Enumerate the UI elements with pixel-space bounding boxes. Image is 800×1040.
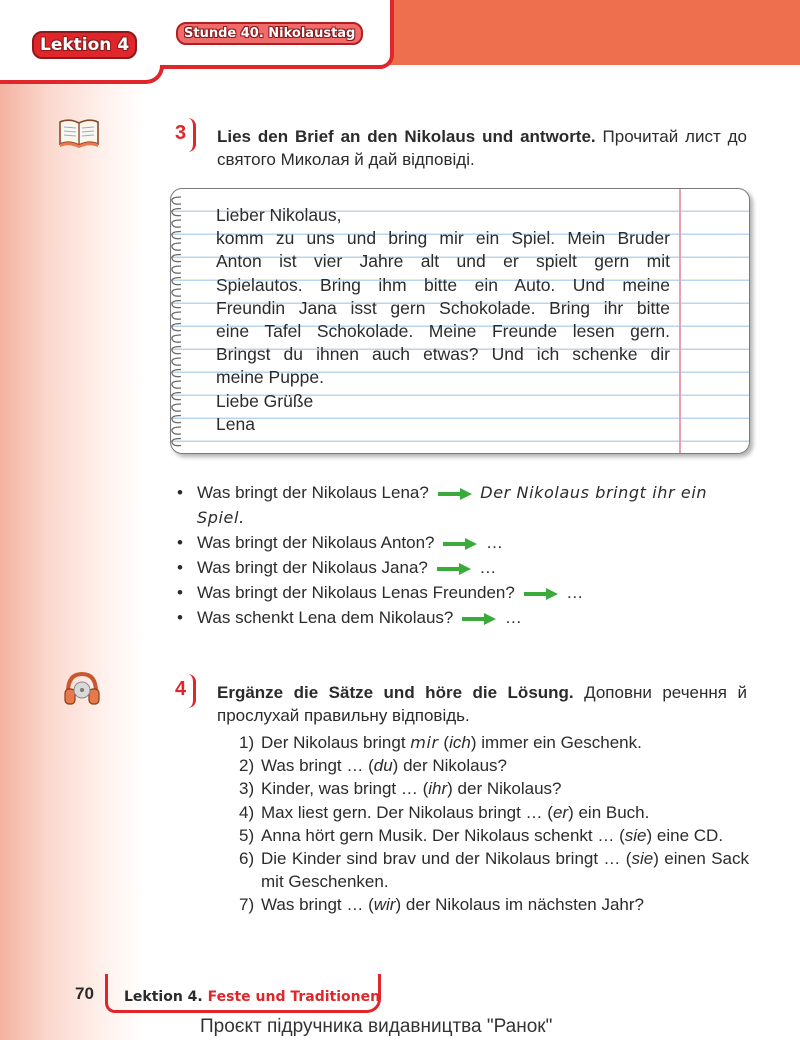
pronoun-hint: sie bbox=[624, 825, 647, 845]
sentence-number: 6) bbox=[239, 849, 255, 869]
sentence-list bbox=[241, 731, 749, 917]
letter-line: Lieber Nikolaus, bbox=[216, 205, 342, 225]
sentence-number: 2) bbox=[239, 756, 255, 776]
question-item bbox=[175, 605, 745, 630]
green-arrow-icon bbox=[462, 613, 496, 625]
question-text: Was schenkt Lena dem Nikolaus? bbox=[197, 608, 454, 627]
unit-label: Lektion 4 bbox=[32, 31, 137, 59]
exercise-3-instruction-ua: Прочитай лист до святого Миколая й дай відповіді. bbox=[217, 127, 747, 169]
sentence-number: 4) bbox=[239, 802, 255, 822]
sentence-text: Was bringt … bbox=[261, 895, 369, 915]
sentence-text: Der Nikolaus bringt bbox=[261, 733, 411, 752]
letter-line: Bringst du ihnen auch etwas? Und ich schenke dir bbox=[216, 344, 670, 365]
sentence-text: eine CD. bbox=[652, 825, 724, 845]
green-arrow-icon bbox=[438, 488, 472, 500]
sentence-item: 5) Anna hört gern Musik. Der Nikolaus schenkt … (sie) eine CD. bbox=[241, 824, 749, 847]
sentence-text: der Nikolaus? bbox=[398, 756, 508, 776]
pronoun-hint: ich bbox=[449, 733, 471, 752]
headphones-icon bbox=[62, 668, 102, 708]
sentence-number: 1) bbox=[239, 733, 255, 752]
sentence-text: Kinder, was bringt … bbox=[261, 779, 423, 799]
pronoun-hint: er bbox=[552, 802, 569, 822]
green-arrow-icon bbox=[437, 563, 471, 575]
letter-margin-line bbox=[679, 189, 681, 453]
sentence-item: 4) Max liest gern. Der Nikolaus bringt … (er) ein Buch. bbox=[241, 801, 749, 824]
letter-line: Spielautos. Bring ihm bitte ein Auto. Und meine bbox=[216, 274, 670, 295]
pronoun-hint: ihr bbox=[428, 779, 448, 799]
letter-line: meine Puppe. bbox=[216, 367, 324, 388]
exercise-3-number: 3 bbox=[175, 122, 187, 144]
sentence-text: ein Buch. bbox=[573, 802, 650, 822]
letter-line: Lena bbox=[216, 413, 255, 434]
footer-unit: Lektion 4. bbox=[124, 989, 203, 1005]
question-item bbox=[175, 555, 745, 580]
sentence-number: 3) bbox=[239, 779, 255, 799]
answer-placeholder: … bbox=[485, 533, 503, 552]
notebook-spiral bbox=[169, 193, 185, 449]
footer-topic: Feste und Traditionen bbox=[207, 989, 381, 1005]
open-book-icon bbox=[58, 116, 100, 148]
publisher-credit: Проєкт підручника видавництва "Ранок" bbox=[200, 1016, 553, 1037]
sentence-text: der Nikolaus? bbox=[452, 779, 562, 799]
sentence-text: Max liest gern. Der Nikolaus bringt … bbox=[261, 802, 548, 822]
sentence-item: 7) Was bringt … (wir) der Nikolaus im nächsten Jahr? bbox=[241, 893, 749, 916]
question-text: Was bringt der Nikolaus Lena? bbox=[197, 483, 429, 502]
sentence-number: 7) bbox=[239, 895, 255, 915]
exercise-3-instruction bbox=[217, 125, 747, 171]
lesson-label: Stunde 40. Nikolaustag bbox=[176, 22, 363, 45]
exercise-4-number: 4 bbox=[175, 678, 187, 700]
exercise-4-instruction-de: Ergänze die Sätze und höre die Lösung. bbox=[217, 683, 574, 702]
question-item bbox=[175, 530, 745, 555]
filled-pronoun: mir bbox=[410, 733, 439, 752]
green-arrow-icon bbox=[524, 588, 558, 600]
sentence-item: 3) Kinder, was bringt … (ihr) der Nikolaus? bbox=[241, 777, 749, 800]
question-text: Was bringt der Nikolaus Anton? bbox=[197, 533, 435, 552]
page-number: 70 bbox=[75, 984, 94, 1003]
pronoun-hint: du bbox=[373, 756, 393, 776]
letter-line: Freundin Jana isst gern Schokolade. Bring ihr bitte bbox=[216, 297, 670, 318]
question-text: Was bringt der Nikolaus Jana? bbox=[197, 558, 428, 577]
green-arrow-icon bbox=[443, 538, 477, 550]
letter-line: komm zu uns und bring mir ein Spiel. Mein Bruder bbox=[216, 228, 670, 249]
letter-text bbox=[216, 204, 670, 436]
pronoun-hint: sie bbox=[631, 849, 654, 869]
sentence-item: 1) Der Nikolaus bringt mir (ich) immer ein Geschenk. bbox=[241, 731, 749, 754]
exercise-3-instruction-de: Lies den Brief an den Nikolaus und antworte. bbox=[217, 127, 596, 146]
sentence-number: 5) bbox=[239, 825, 255, 845]
letter-line: Anton ist vier Jahre alt und er spielt gern mit bbox=[216, 251, 670, 272]
sentence-text: Anna hört gern Musik. Der Nikolaus schenkt … bbox=[261, 825, 620, 845]
question-item bbox=[175, 480, 745, 530]
sentence-text: Was bringt … bbox=[261, 756, 369, 776]
sentence-text: immer ein Geschenk. bbox=[476, 733, 642, 752]
sentence-text: Die Kinder sind brav und der Nikolaus bringt … bbox=[261, 849, 626, 869]
letter-card bbox=[170, 188, 750, 454]
answer-placeholder: … bbox=[566, 583, 584, 602]
sentence-text: der Nikolaus im nächsten Jahr? bbox=[401, 895, 644, 915]
answer-placeholder: … bbox=[504, 608, 522, 627]
sentence-item: 6) Die Kinder sind brav und der Nikolaus bringt … (sie) einen Sack mit Geschenken. bbox=[239, 849, 749, 892]
sentence-item: 2) Was bringt … (du) der Nikolaus? bbox=[241, 754, 749, 777]
pronoun-hint: wir bbox=[373, 895, 396, 915]
question-list bbox=[175, 480, 745, 630]
exercise-4-instruction-ua: Доповни речення й прослухай правильну відповідь. bbox=[217, 683, 747, 725]
sample-answer: Der Nikolaus bringt ihr ein Spiel. bbox=[197, 483, 708, 527]
letter-line: Liebe Grüße bbox=[216, 390, 314, 411]
left-margin-strip bbox=[0, 0, 145, 1040]
question-text: Was bringt der Nikolaus Lenas Freunden? bbox=[197, 583, 515, 602]
exercise-4-instruction bbox=[217, 681, 747, 727]
footer-title bbox=[124, 989, 380, 1005]
answer-placeholder: … bbox=[479, 558, 497, 577]
sentence-text: einen Sack mit Geschenken. bbox=[261, 849, 749, 892]
letter-line: eine Tafel Schokolade. Meine Freunde lesen gern. bbox=[216, 321, 670, 342]
question-item bbox=[175, 580, 745, 605]
